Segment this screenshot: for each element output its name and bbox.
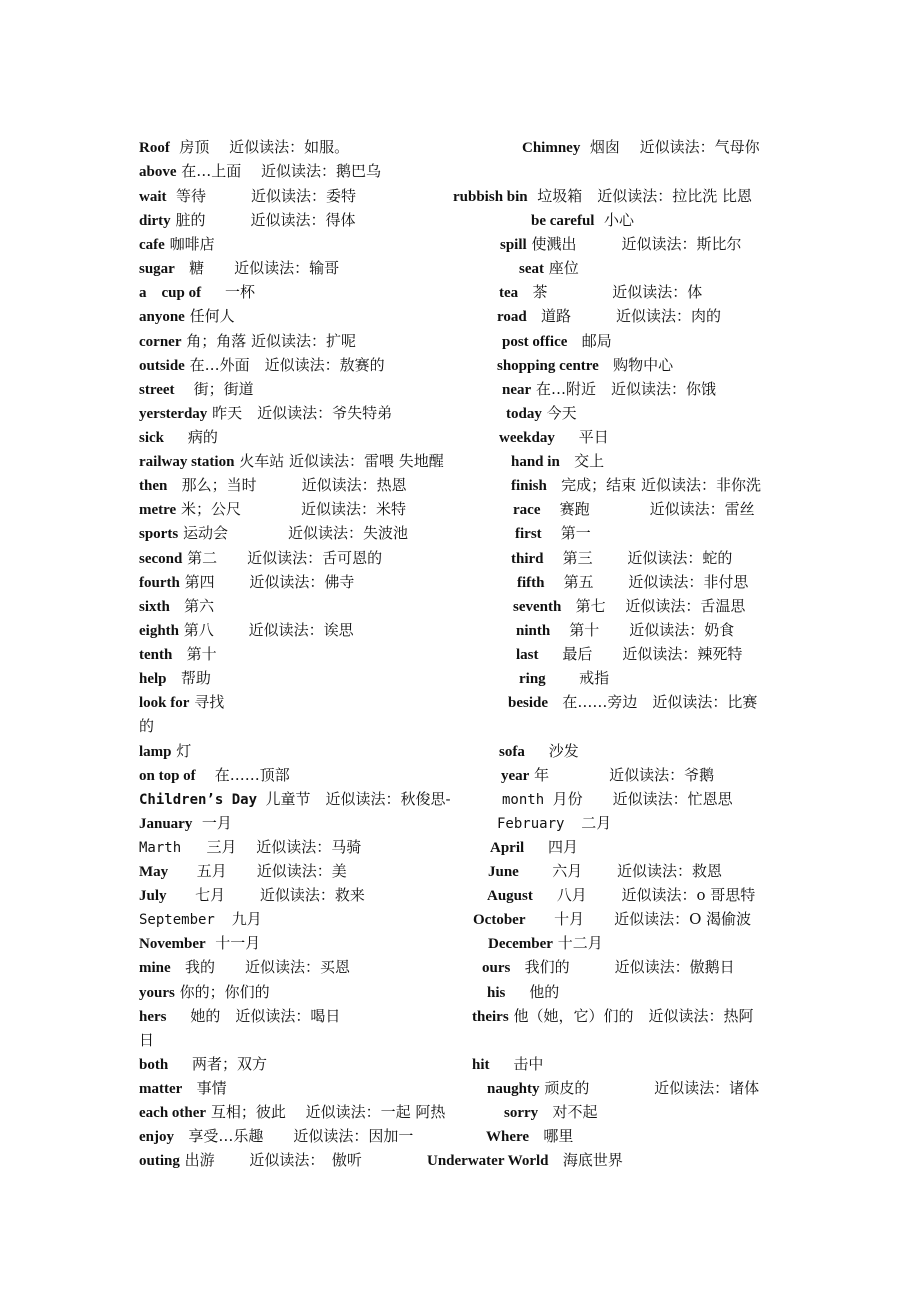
vocab-entry [500, 232, 741, 257]
translation-reading: 运动会 近似读法：失波池 [182, 524, 408, 542]
english-word: June [488, 864, 519, 880]
vocab-entry [139, 521, 408, 546]
vocab-line [0, 280, 920, 304]
translation-reading: 灯 [176, 742, 192, 760]
english-word: wait [139, 189, 167, 205]
vocab-line [0, 353, 920, 377]
translation-reading: 第十 [186, 645, 217, 663]
vocab-entry [139, 497, 406, 522]
vocab-line [0, 907, 920, 931]
vocab-entry [519, 666, 609, 691]
english-word: sick [139, 430, 165, 446]
english-word: dirty [139, 213, 171, 229]
vocab-line [0, 377, 920, 401]
vocab-entry [139, 642, 217, 667]
vocab-line [0, 570, 920, 594]
english-word: race [513, 502, 541, 518]
english-word: Marth [139, 840, 182, 856]
translation-reading: 沙发 [548, 742, 579, 760]
translation-reading: 第十 近似读法：奶食 [569, 621, 735, 639]
translation-reading: 咖啡店 [169, 235, 215, 253]
english-word: spill [500, 237, 527, 253]
vocab-line [0, 135, 920, 159]
translation-reading: 在…上面 近似读法：鹅巴乌 [181, 162, 382, 180]
translation-reading: 在……顶部 [214, 766, 290, 784]
vocab-entry [139, 1076, 227, 1101]
english-word: ring [519, 671, 546, 687]
english-word: his [487, 985, 506, 1001]
english-word: anyone [139, 309, 185, 325]
translation-reading: 第三 近似读法：蛇的 [562, 549, 733, 567]
vocab-line [0, 546, 920, 570]
vocab-entry [139, 883, 365, 908]
vocab-entry [502, 377, 716, 402]
english-word: Chimney [522, 140, 581, 156]
translation-reading: 在……旁边 近似读法：比赛 [562, 693, 758, 711]
vocab-entry [139, 473, 407, 498]
translation-reading: 出游 近似读法： 傲听 [184, 1151, 362, 1169]
vocab-line [0, 329, 920, 353]
english-word: help [139, 671, 167, 687]
translation-reading: 对不起 [552, 1103, 598, 1121]
vocab-line [0, 1076, 920, 1100]
translation-reading: 第一 [560, 524, 591, 542]
translation-reading: 享受…乐趣 近似读法：因加一 [188, 1127, 414, 1145]
english-word: third [511, 551, 544, 567]
vocab-line [0, 955, 920, 979]
vocab-line [0, 184, 920, 208]
english-word: ours [482, 960, 511, 976]
vocab-entry [453, 184, 752, 209]
translation-reading: 垃圾箱 近似读法：拉比洗 比恩 [537, 187, 752, 205]
english-word: outing [139, 1153, 180, 1169]
vocab-entry [139, 353, 385, 378]
english-word: post office [502, 334, 568, 350]
translation-reading: 等待 近似读法：委特 [176, 187, 357, 205]
translation-reading: 米；公尺 近似读法：米特 [180, 500, 406, 518]
translation-reading: 在…外面 近似读法：敖赛的 [189, 356, 385, 374]
vocab-entry [519, 256, 579, 281]
english-word: street [139, 382, 175, 398]
english-word: seat [519, 261, 544, 277]
translation-reading: 在…附近 近似读法：你饿 [535, 380, 716, 398]
translation-reading: 第四 近似读法：佛寺 [184, 573, 355, 591]
translation-reading: 一月 [201, 814, 232, 832]
english-word: month [502, 792, 545, 808]
vocab-entry [497, 353, 673, 378]
translation-reading: 月份 近似读法：忙恩思 [552, 790, 733, 808]
vocab-entry [139, 618, 354, 643]
vocab-entry [487, 980, 559, 1005]
vocab-line [0, 763, 920, 787]
english-word: lamp [139, 744, 172, 760]
vocab-line [0, 594, 920, 618]
vocab-entry [139, 907, 262, 932]
vocab-entry [139, 787, 451, 812]
vocab-entry [497, 811, 611, 836]
vocab-entry [499, 425, 609, 450]
english-word: shopping centre [497, 358, 599, 374]
translation-reading: 六月 近似读法：救恩 [552, 862, 723, 880]
vocab-entry [516, 642, 742, 667]
vocab-entry [139, 1124, 413, 1149]
translation-reading: 七月 近似读法：救来 [195, 886, 365, 904]
vocab-entry [139, 232, 215, 257]
vocab-entry [501, 763, 714, 788]
vocab-entry [531, 208, 634, 233]
english-word: July [139, 888, 167, 904]
vocab-line [0, 521, 920, 545]
vocab-line [0, 859, 920, 883]
vocab-entry [139, 739, 191, 764]
vocab-entry [139, 980, 270, 1005]
vocab-entry [139, 159, 381, 184]
vocab-line [0, 642, 920, 666]
vocab-line [0, 980, 920, 1004]
vocab-line [0, 883, 920, 907]
vocab-line [0, 449, 920, 473]
translation-reading: 事情 [196, 1079, 227, 1097]
translation-reading: 火车站 近似读法：雷喂 失地醒 [239, 452, 444, 470]
vocab-entry [139, 256, 339, 281]
vocab-entry [139, 1028, 154, 1052]
english-word: weekday [499, 430, 555, 446]
english-word: hers [139, 1009, 167, 1025]
translation-reading: 小心 [604, 211, 635, 229]
vocab-line [0, 1148, 920, 1172]
english-word: eighth [139, 623, 180, 639]
english-word: ninth [516, 623, 551, 639]
translation-reading: 脏的 近似读法：得体 [175, 211, 356, 229]
english-word: fifth [517, 575, 545, 591]
english-word: metre [139, 502, 177, 518]
translation-reading: 他（她，它）们的 近似读法：热阿 [513, 1007, 754, 1025]
english-word: February [497, 816, 565, 832]
vocab-line [0, 304, 920, 328]
vocab-entry [139, 714, 154, 738]
vocab-entry [472, 1004, 753, 1029]
vocab-entry [139, 594, 214, 619]
english-word: Underwater World [427, 1153, 549, 1169]
translation-reading: 寻找 [194, 693, 225, 711]
vocab-entry [497, 304, 721, 329]
vocab-entry [506, 401, 577, 426]
english-word: both [139, 1057, 169, 1073]
vocab-entry [139, 184, 356, 209]
translation-reading: 她的 近似读法：喝日 [190, 1007, 341, 1025]
vocab-line [0, 811, 920, 835]
vocab-entry [508, 690, 757, 715]
english-word: Roof [139, 140, 170, 156]
translation-reading: 交上 [574, 452, 605, 470]
translation-reading: 四月 [548, 838, 579, 856]
vocab-entry [139, 835, 361, 860]
vocab-entry [473, 907, 751, 932]
english-word: sixth [139, 599, 170, 615]
english-word: last [516, 647, 539, 663]
english-word: Where [486, 1129, 530, 1145]
vocab-entry [502, 787, 733, 812]
translation-reading: 十二月 [557, 934, 603, 952]
vocab-entry [139, 570, 354, 595]
vocab-line [0, 1004, 920, 1028]
vocab-line [0, 666, 920, 690]
english-word: December [488, 936, 553, 952]
translation-reading: 第六 [184, 597, 215, 615]
vocab-entry [487, 883, 755, 908]
translation-reading: 他的 [529, 983, 560, 1001]
translation-reading: 三月 近似读法：马骑 [206, 838, 362, 856]
vocab-entry [513, 594, 745, 619]
english-word: October [473, 912, 526, 928]
english-word: sorry [504, 1105, 539, 1121]
vocab-entry [139, 931, 260, 956]
vocab-entry [516, 618, 734, 643]
vocab-line [0, 159, 920, 183]
vocab-entry [511, 449, 604, 474]
vocab-entry [139, 1148, 362, 1173]
english-word: September [139, 912, 215, 928]
english-word: yours [139, 985, 175, 1001]
english-word: rubbish bin [453, 189, 528, 205]
translation-reading: 一杯 [224, 283, 255, 301]
english-word: then [139, 478, 168, 494]
vocab-line [0, 256, 920, 280]
english-word: fourth [139, 575, 180, 591]
english-word: Children’s Day [139, 792, 258, 808]
english-word: sugar [139, 261, 175, 277]
vocab-entry [139, 546, 382, 571]
translation-reading: 烟囱 近似读法：气母你 [589, 138, 760, 156]
vocab-entry [139, 208, 355, 233]
vocab-line [0, 401, 920, 425]
vocab-line [0, 208, 920, 232]
english-word: above [139, 164, 177, 180]
vocab-entry [139, 449, 444, 474]
vocab-entry [482, 955, 735, 980]
translation-reading: 座位 [548, 259, 579, 277]
translation-reading: 道路 近似读法：肉的 [541, 307, 722, 325]
vocab-line [0, 739, 920, 763]
vocab-entry [499, 280, 702, 305]
vocab-line [0, 714, 920, 738]
translation-reading: 角；角落 近似读法：扩呢 [186, 332, 357, 350]
vocab-entry [139, 955, 350, 980]
english-word: corner [139, 334, 182, 350]
vocab-line [0, 425, 920, 449]
translation-reading: 街；街道 [193, 380, 254, 398]
english-word: enjoy [139, 1129, 174, 1145]
vocab-entry [139, 811, 232, 836]
english-word: sofa [499, 744, 525, 760]
vocab-entry [139, 666, 211, 691]
english-word: tenth [139, 647, 173, 663]
vocab-line [0, 931, 920, 955]
english-word: be careful [531, 213, 595, 229]
english-word: yersterday [139, 406, 208, 422]
vocab-line [0, 1052, 920, 1076]
translation-reading: 年 近似读法：爷鹅 [534, 766, 715, 784]
translation-reading: 儿童节 近似读法：秋俊思- [265, 790, 451, 808]
vocab-entry [139, 1100, 445, 1125]
vocab-entry [139, 425, 218, 450]
vocab-entry [488, 931, 603, 956]
english-word: near [502, 382, 532, 398]
vocab-entry [427, 1148, 623, 1173]
translation-reading: 最后 近似读法：辣死特 [562, 645, 743, 663]
english-word: on top of [139, 768, 196, 784]
vocab-entry [504, 1100, 597, 1125]
english-word: road [497, 309, 527, 325]
translation-reading: 日 [139, 1031, 155, 1049]
english-word: November [139, 936, 206, 952]
english-word: first [515, 526, 542, 542]
vocab-entry [139, 763, 290, 788]
translation-reading: 第五 近似读法：非付思 [563, 573, 749, 591]
vocab-entry [139, 1052, 267, 1077]
translation-reading: 购物中心 [613, 356, 674, 374]
vocab-line [0, 473, 920, 497]
translation-reading: 互相；彼此 近似读法：一起 阿热 [210, 1103, 446, 1121]
translation-reading: 海底世界 [562, 1151, 623, 1169]
translation-reading: 第七 近似读法：舌温思 [575, 597, 746, 615]
english-word: outside [139, 358, 185, 374]
vocab-entry [139, 377, 254, 402]
translation-reading: 赛跑 近似读法：雷丝 [559, 500, 755, 518]
translation-reading: 今天 [546, 404, 577, 422]
english-word: cafe [139, 237, 165, 253]
english-word: second [139, 551, 183, 567]
english-word: tea [499, 285, 519, 301]
translation-reading: 两者；双方 [192, 1055, 268, 1073]
english-word: matter [139, 1081, 183, 1097]
vocab-entry [139, 280, 255, 305]
vocab-entry [487, 1076, 759, 1101]
english-word: year [501, 768, 530, 784]
vocab-entry [486, 1124, 573, 1149]
translation-reading: 那么；当时 近似读法：热恩 [181, 476, 407, 494]
english-word: theirs [472, 1009, 509, 1025]
vocab-entry [139, 329, 356, 354]
vocab-line [0, 1124, 920, 1148]
translation-reading: 八月 近似读法：o 哥思特 [556, 886, 756, 904]
english-word: look for [139, 695, 190, 711]
vocab-entry [139, 1004, 340, 1029]
vocab-entry [515, 521, 591, 546]
english-word: sports [139, 526, 179, 542]
translation-reading: 哪里 [543, 1127, 574, 1145]
english-word: May [139, 864, 169, 880]
translation-reading: 完成；结束 近似读法：非你洗 [561, 476, 761, 494]
english-word: naughty [487, 1081, 540, 1097]
english-word: a cup of [139, 285, 202, 301]
vocab-entry [513, 497, 755, 522]
english-word: railway station [139, 454, 235, 470]
english-word: January [139, 816, 193, 832]
vocab-entry [517, 570, 748, 595]
vocab-entry [139, 690, 224, 715]
vocab-line [0, 690, 920, 714]
vocab-entry [139, 135, 349, 160]
vocab-entry [522, 135, 760, 160]
translation-reading: 昨天 近似读法：爷失特弟 [212, 404, 393, 422]
translation-reading: 顽皮的 近似读法：诸体 [544, 1079, 760, 1097]
vocab-entry [490, 835, 578, 860]
translation-reading: 的 [139, 717, 155, 735]
translation-reading: 击中 [513, 1055, 544, 1073]
translation-reading: 我们的 近似读法：傲鹅日 [524, 958, 735, 976]
english-word: beside [508, 695, 549, 711]
vocab-entry [511, 473, 761, 498]
translation-reading: 病的 [187, 428, 218, 446]
english-word: mine [139, 960, 171, 976]
vocab-entry [511, 546, 732, 571]
translation-reading: 九月 [231, 910, 262, 928]
vocab-line [0, 497, 920, 521]
english-word: April [490, 840, 525, 856]
vocab-entry [488, 859, 722, 884]
english-word: finish [511, 478, 547, 494]
translation-reading: 任何人 [189, 307, 235, 325]
vocab-line [0, 835, 920, 859]
translation-reading: 五月 近似读法：美 [196, 862, 347, 880]
vocab-line [0, 232, 920, 256]
translation-reading: 我的 近似读法：买恩 [184, 958, 350, 976]
vocab-line [0, 787, 920, 811]
translation-reading: 帮助 [180, 669, 211, 687]
translation-reading: 糖 近似读法：输哥 [189, 259, 340, 277]
translation-reading: 房顶 近似读法：如服。 [179, 138, 350, 156]
translation-reading: 你的；你们的 [179, 983, 270, 1001]
translation-reading: 戒指 [579, 669, 610, 687]
translation-reading: 第八 近似读法：诶思 [183, 621, 354, 639]
translation-reading: 使溅出 近似读法：斯比尔 [531, 235, 742, 253]
vocab-entry [139, 859, 347, 884]
english-word: today [506, 406, 542, 422]
vocab-line [0, 1028, 920, 1052]
vocab-line [0, 1100, 920, 1124]
vocab-entry [139, 304, 235, 329]
vocab-entry [472, 1052, 543, 1077]
translation-reading: 二月 [581, 814, 612, 832]
translation-reading: 十一月 [215, 934, 261, 952]
translation-reading: 茶 近似读法：体 [532, 283, 703, 301]
english-word: hand in [511, 454, 560, 470]
english-word: seventh [513, 599, 562, 615]
translation-reading: 第二 近似读法：舌可恩的 [187, 549, 383, 567]
vocab-entry [499, 739, 579, 764]
english-word: August [487, 888, 533, 904]
vocab-entry [502, 329, 612, 354]
translation-reading: 平日 [578, 428, 609, 446]
vocab-line [0, 618, 920, 642]
translation-reading: 邮局 [581, 332, 612, 350]
english-word: each other [139, 1105, 207, 1121]
translation-reading: 十月 近似读法：O 渴偷波 [554, 910, 752, 928]
vocab-entry [139, 401, 392, 426]
english-word: hit [472, 1057, 490, 1073]
